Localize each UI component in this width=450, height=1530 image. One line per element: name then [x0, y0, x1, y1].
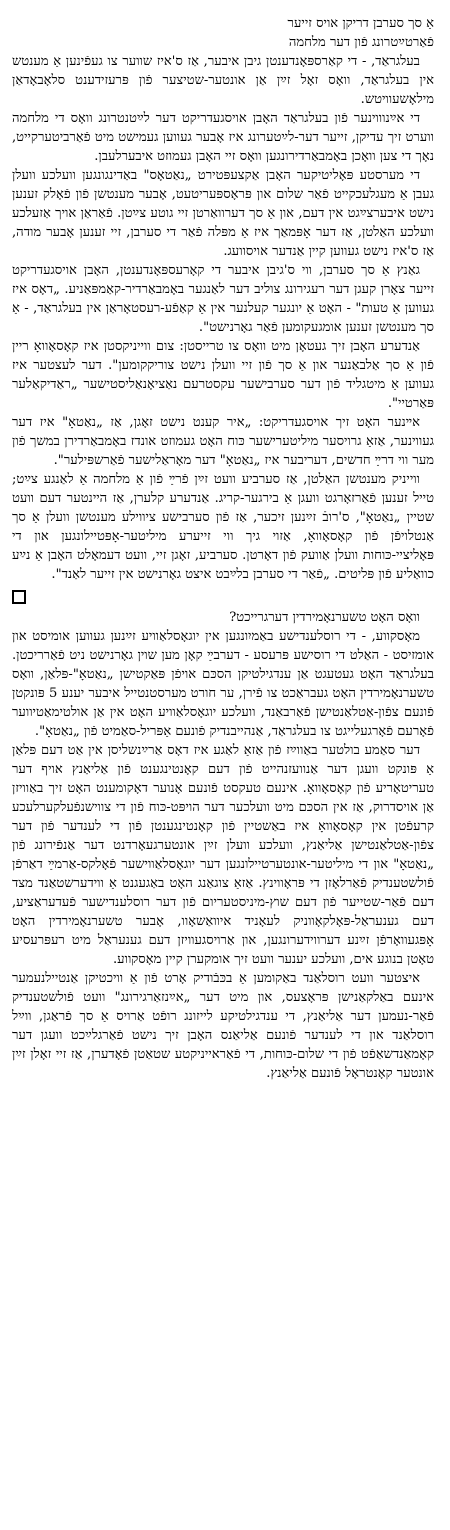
article-paragraph: דער סאַמע בולטער באַווײַז פֿון אַזאַ לאַגע איז דאָס אַרײַנשליסן אין אַט דעם פּלאַן אַ פּונקט וועגן דער אַנוועזנהייט פֿון דעם קאָנטינגענט פֿון אַליאַנץ אויף דער טעריטאָריע פֿון קאָסאָוואָ. אינעם טעקסט פֿונעם אָנוער דאָקומענט האָט זיך באַוויזן אַן אויסדרוק, אַז אין הסכּם מיט וועלכער דער הויפּט-כּוח פֿון די צווישנפֿעלקערלעכע קרעפֿטן אין קאָסאָוואָ איז באַשטיין פֿון קאָנטינגענטן פֿון די לענדער פֿון דער צפֿון-אַטלאַנטישן אַליאַנץ, וועלכע וועלן זײַן אונטערגעאָרדנט דער אַנפֿירונג פֿון „נאַטאָ" און די מיליטער-אונטערטיילונגען דער יוגאָסלאַווישער פֿאָלקס-אַרמײַ דאַרפֿן פֿולשטענדיק פֿאַרלאָזן די פּראָווינץ. אַזאַ צוגאַנג האָט באַגעגנט אַ ווידערשטאַנד מצד דעם פֿאַר-שטייער פֿון דעם שוץ-מיניסטעריום פֿון דער רוסלענדישער פֿעדעראַציע, דעם גענעראַל-פּאָלקאָווניק לעאָניד איוואַשאָוו, אָבער טשערנאָמירדין האָט אָפּגעוואָרפֿן זײַנע דערווידערונגען, און אַרויסגעוויזן דעם גענעראַל מיט רעפּרעסיע טאָטן בנוגע אים, וועלכע יענער וועט זיך אומקערן קיין מאָסקווע.: [12, 743, 434, 967]
lead-line-2: פֿאַרטײַטרונג פֿון דער מלחמה: [288, 35, 434, 50]
article-paragraph: מאָסקווע, - די רוסלענדישע באַמיִונגען אין יוגאָסלאַוויע זײַנען געווען אומיסט און אומזיסט - האַלט די רוסישע פּרעסע - דערבײַ קאָן מען שוין גאָרנישט ניט פֿאַרריכטן. בעלגראַד האָט געטעגט אַן ענדגילטיקן הסכּם אויפֿן פּאַקטישן „נאַטאָ"-פּלאַן, וואָס טשערנאָמירדין האָט געבראַכט צו פֿירן, ער חורט מערסטנטייל איבער יענע 5 פּונקטן פֿונעם צפֿון-אַטלאַנטישן פֿאַרבאַנד, וועלכע יוגאָסלאַוויע האָט אין אַן אולטימאַטיווער פֿאָרעם פֿאָרגעלייגט צו בעלגראַד, אַנהייבנדיק פֿונעם אַפּריל-סאַמיט פֿון „נאַטאָ".: [12, 629, 434, 739]
article-paragraph: אײנער האָט זיך אויסגעדריקט: „איר קענט נישט זאָגן, אַז „נאַטאָ" איז דער געווינער, אַזאַ גרויסער מיליטערישער כּוח האָט געמוזט אונדז באָמבאַרדירן במשך פֿון מער ווי דרײַ חדשים, דעריבער איז „נאַטאָ" דער מאָראַלישער פֿאַרשפּילער".: [12, 415, 434, 468]
section-subheading: וואָס האָט טשערנאָמירדין דערגרייכט?: [229, 610, 420, 625]
section-divider-square-icon: [12, 590, 26, 604]
article-paragraph: די מערסטע פּאָליטיקער האָבן אַקצעפּטירט „נאַטאָס" באַדינגונגען וועלכע וועלן געבן אַ מעגלעכקייט פֿאַר שלום און פּראָספּעריטעט, אָבער מענטשן פֿון פֿאָלק זענען נישט איבערצײַגט אין דעם, און אַ סך דערוואַרטן זיי גוטע צײַטן. פֿאַראַן אויך אַזעלכע וועלכע האַלטן, אַז דער אָפּמאַך איז אַ מפּלה פֿאַר די סערבן, זיי זענען אָבער מודה, אַז ס'איז נישט געווען קיין אַנדער אויסוועג.: [12, 168, 434, 259]
lead-line-1: אַ סך סערבן דריקן אויס זייער: [287, 16, 434, 31]
article-paragraph: איצטער וועט רוסלאַנד באַקומען אַ בכּבֿודיק אָרט פֿון אַ וויכטיקן אַנטיילנעמער אינעם באַלקאַנישן פּראָצעס, און מיט דער „אײַנזאַרגירונג" וועט פֿולשטענדיק פֿאַר-נעמען דער אַליאַנץ, די ענדגילטיקע לייזונג רופֿט אַרויס אַ סך פֿראַגן, ווײַל רוסלאַנד און די לענדער פֿונעם אַליאַנס האָבן זיך נישט פֿאַרגלײַכט וועגן דער קאָמאַנדשאַפֿט פֿון די שלום-כּוחות, די פֿאַראייניקטע שטאַטן פֿאָדערן, אַז זיי זאָלן זײַן אונטער קאָנטראָל פֿונעם אַליאַנץ.: [12, 971, 434, 1081]
article-paragraph: בעלגראַד, - די קאַרספּאָנדענטן גיבן איבער, אַז ס'איז שווער צו געפֿינען אַ מענטש אין בעלגראַד, וואָס זאָל זײַן אַן אונטער-שטיצער פֿון פּרעזידענט סלאָבאָדאַן מילאָשעוויטש.: [12, 54, 434, 107]
article-paragraph: ווייניק מענטשן האַלטן, אַז סערביע וועט זײַן פֿרײַ פֿון אַ מלחמה אַ לאַנגע צײַט; טייל זענען פֿאַרזאָרגט וועגן אַ בירגער-קריג. אַנדערע קלערן, אַז היינטער דעם וועט שטיין „נאַטאָ", ס'רובֿ זײַנען זיכער, אַז פֿון סערבישע ציווילע מענטשן וועלן אַ סך אַנטלויפֿן פֿון קאָסאָוואָ, אַזוי גיך ווי זייערע מיליטער-אָפּטיילונגען און די פּאָליציי-כּוחות וועלן אַוועק פֿון דאָרטן. סערביע, זאָגן זיי, וועט דעמאָלט האָבן אַ נײַע כוואַליע פֿון פּליטים. „פֿאַר די סערבן בלײַבט איצט גאָרנישט אין זייער לאַנד".: [12, 472, 434, 582]
article-paragraph: גאַנץ אַ סך סערבן, ווי ס'גיבן איבער די קאָרעספּאָנדענטן, האָבן אויסגעדריקט זייער צאָרן קעגן דער רעגירונג צוליב דער לאַנגער באָמבאַרדיר-קאַמפּאַניע. „דאָס איז געווען אַ טעות" - האָט אַ יונגער קעלנער אין אַ קאַפֿע-רעסטאָראַן אין בעלגראַד, - אַ סך מענטשן זענען אומגעקומען פֿאַר גאָרנישט".: [12, 263, 434, 335]
article-paragraph: אַנדערע האָבן זיך געטאָן מיט וואָס צו טרייסטן: צום ווייניקסטן איז קאָסאָוואָ ריין פֿון אַ סך אַלבאַנער און אַ סך פֿון זיי וועלן נישט צוריקקומען". דער לעצטער איז געווען אַ מיטגליד פֿון דער סערבישער עקסטרעם נאַציאָנאַליסטישער „ראַדיקאַלער פּאַרטיי".: [12, 339, 434, 411]
article-paragraph: די אײַנוווינער פֿון בעלגראַד האָבן אויסגעדריקט דער לײַטנטרונג וואָס די מלחמה ווערט זיך עדיקן, זייער דער-לײַטערונג איז אָבער געווען געמישט מיט פֿאַרביטערקייט, נאָך די צען וואָכן באָמבאַרדירונגען וואָס זיי האָבן געמוזט איבערלעבן.: [12, 111, 434, 164]
